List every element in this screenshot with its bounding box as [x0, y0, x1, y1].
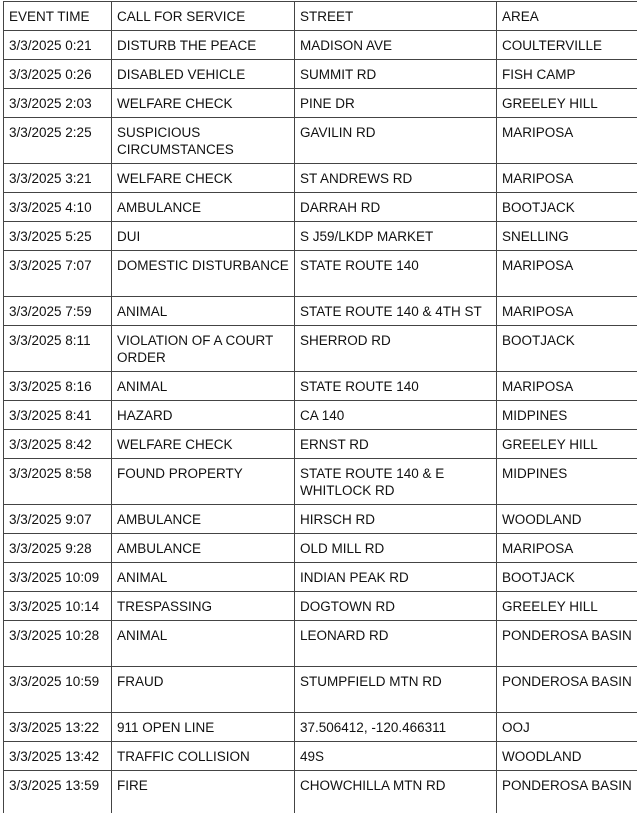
- street-cell: DOGTOWN RD: [295, 592, 497, 621]
- call-for-service-cell: TRESPASSING: [112, 592, 295, 621]
- call-for-service-cell: AMBULANCE: [112, 534, 295, 563]
- table-row: [4, 193, 638, 222]
- table-row: [4, 459, 638, 505]
- street-cell: OLD MILL RD: [295, 534, 497, 563]
- table-row: [4, 326, 638, 372]
- table-row: [4, 621, 638, 667]
- street-cell: CA 140: [295, 401, 497, 430]
- area-cell: PONDEROSA BASIN: [497, 667, 638, 713]
- event-time-cell: 3/3/2025 3:21: [4, 164, 112, 193]
- street-cell: STATE ROUTE 140 & 4TH ST: [295, 297, 497, 326]
- event-time-cell: 3/3/2025 10:09: [4, 563, 112, 592]
- table-row: [4, 534, 638, 563]
- table-row: [4, 563, 638, 592]
- table-row: [4, 164, 638, 193]
- event-time-cell: 3/3/2025 8:41: [4, 401, 112, 430]
- street-cell: CHOWCHILLA MTN RD: [295, 771, 497, 814]
- table-row: [4, 118, 638, 164]
- table-row: [4, 89, 638, 118]
- column-header-call-for-service: CALL FOR SERVICE: [112, 2, 295, 31]
- area-cell: WOODLAND: [497, 742, 638, 771]
- column-header-area: AREA: [497, 2, 638, 31]
- area-cell: MARIPOSA: [497, 164, 638, 193]
- street-cell: HIRSCH RD: [295, 505, 497, 534]
- event-time-cell: 3/3/2025 13:42: [4, 742, 112, 771]
- header-row: [4, 2, 638, 31]
- call-for-service-cell: DISABLED VEHICLE: [112, 60, 295, 89]
- street-cell: ERNST RD: [295, 430, 497, 459]
- call-for-service-cell: DUI: [112, 222, 295, 251]
- area-cell: MARIPOSA: [497, 297, 638, 326]
- area-cell: FISH CAMP: [497, 60, 638, 89]
- call-for-service-cell: ANIMAL: [112, 297, 295, 326]
- column-header-street: STREET: [295, 2, 497, 31]
- event-time-cell: 3/3/2025 10:28: [4, 621, 112, 667]
- call-for-service-cell: AMBULANCE: [112, 193, 295, 222]
- street-cell: STUMPFIELD MTN RD: [295, 667, 497, 713]
- event-time-cell: 3/3/2025 10:59: [4, 667, 112, 713]
- call-for-service-cell: ANIMAL: [112, 621, 295, 667]
- street-cell: SUMMIT RD: [295, 60, 497, 89]
- call-for-service-cell: FRAUD: [112, 667, 295, 713]
- event-time-cell: 3/3/2025 2:25: [4, 118, 112, 164]
- event-time-cell: 3/3/2025 13:59: [4, 771, 112, 814]
- street-cell: S J59/LKDP MARKET: [295, 222, 497, 251]
- call-for-service-cell: WELFARE CHECK: [112, 164, 295, 193]
- area-cell: MARIPOSA: [497, 372, 638, 401]
- table-row: [4, 60, 638, 89]
- call-for-service-cell: FIRE: [112, 771, 295, 814]
- area-cell: PONDEROSA BASIN: [497, 771, 638, 814]
- event-time-cell: 3/3/2025 8:16: [4, 372, 112, 401]
- call-for-service-cell: ANIMAL: [112, 563, 295, 592]
- street-cell: STATE ROUTE 140: [295, 372, 497, 401]
- area-cell: OOJ: [497, 713, 638, 742]
- street-cell: SHERROD RD: [295, 326, 497, 372]
- table-row: [4, 251, 638, 297]
- event-time-cell: 3/3/2025 0:26: [4, 60, 112, 89]
- column-header-event-time: EVENT TIME: [4, 2, 112, 31]
- event-time-cell: 3/3/2025 4:10: [4, 193, 112, 222]
- call-log-sheet: [3, 1, 637, 813]
- table-row: [4, 401, 638, 430]
- table-row: [4, 667, 638, 713]
- street-cell: INDIAN PEAK RD: [295, 563, 497, 592]
- call-for-service-cell: ANIMAL: [112, 372, 295, 401]
- area-cell: MIDPINES: [497, 459, 638, 505]
- event-time-cell: 3/3/2025 5:25: [4, 222, 112, 251]
- call-for-service-cell: VIOLATION OF A COURT ORDER: [112, 326, 295, 372]
- area-cell: GREELEY HILL: [497, 430, 638, 459]
- table-row: [4, 430, 638, 459]
- event-time-cell: 3/3/2025 9:28: [4, 534, 112, 563]
- area-cell: SNELLING: [497, 222, 638, 251]
- area-cell: COULTERVILLE: [497, 31, 638, 60]
- street-cell: LEONARD RD: [295, 621, 497, 667]
- call-for-service-cell: DOMESTIC DISTURBANCE: [112, 251, 295, 297]
- street-cell: PINE DR: [295, 89, 497, 118]
- call-for-service-cell: FOUND PROPERTY: [112, 459, 295, 505]
- event-time-cell: 3/3/2025 7:59: [4, 297, 112, 326]
- call-for-service-cell: HAZARD: [112, 401, 295, 430]
- event-time-cell: 3/3/2025 8:42: [4, 430, 112, 459]
- street-cell: 37.506412, -120.466311: [295, 713, 497, 742]
- street-cell: GAVILIN RD: [295, 118, 497, 164]
- area-cell: MIDPINES: [497, 401, 638, 430]
- table-row: [4, 222, 638, 251]
- area-cell: WOODLAND: [497, 505, 638, 534]
- area-cell: BOOTJACK: [497, 193, 638, 222]
- street-cell: STATE ROUTE 140 & E WHITLOCK RD: [295, 459, 497, 505]
- event-time-cell: 3/3/2025 7:07: [4, 251, 112, 297]
- table-row: [4, 592, 638, 621]
- table-row: [4, 713, 638, 742]
- event-time-cell: 3/3/2025 8:58: [4, 459, 112, 505]
- call-for-service-cell: AMBULANCE: [112, 505, 295, 534]
- call-for-service-cell: WELFARE CHECK: [112, 430, 295, 459]
- area-cell: GREELEY HILL: [497, 89, 638, 118]
- table-row: [4, 297, 638, 326]
- event-time-cell: 3/3/2025 10:14: [4, 592, 112, 621]
- call-for-service-cell: 911 OPEN LINE: [112, 713, 295, 742]
- area-cell: MARIPOSA: [497, 118, 638, 164]
- call-for-service-cell: DISTURB THE PEACE: [112, 31, 295, 60]
- area-cell: BOOTJACK: [497, 563, 638, 592]
- street-cell: 49S: [295, 742, 497, 771]
- area-cell: MARIPOSA: [497, 251, 638, 297]
- table-row: [4, 372, 638, 401]
- call-for-service-cell: WELFARE CHECK: [112, 89, 295, 118]
- event-time-cell: 3/3/2025 8:11: [4, 326, 112, 372]
- call-for-service-cell: TRAFFIC COLLISION: [112, 742, 295, 771]
- street-cell: STATE ROUTE 140: [295, 251, 497, 297]
- street-cell: ST ANDREWS RD: [295, 164, 497, 193]
- area-cell: GREELEY HILL: [497, 592, 638, 621]
- event-time-cell: 3/3/2025 9:07: [4, 505, 112, 534]
- area-cell: BOOTJACK: [497, 326, 638, 372]
- street-cell: MADISON AVE: [295, 31, 497, 60]
- event-time-cell: 3/3/2025 13:22: [4, 713, 112, 742]
- table-row: [4, 505, 638, 534]
- event-time-cell: 3/3/2025 2:03: [4, 89, 112, 118]
- table-row: [4, 771, 638, 814]
- call-for-service-cell: SUSPICIOUS CIRCUMSTANCES: [112, 118, 295, 164]
- event-time-cell: 3/3/2025 0:21: [4, 31, 112, 60]
- call-log-table: [3, 1, 637, 813]
- table-row: [4, 742, 638, 771]
- area-cell: PONDEROSA BASIN: [497, 621, 638, 667]
- street-cell: DARRAH RD: [295, 193, 497, 222]
- table-row: [4, 31, 638, 60]
- area-cell: MARIPOSA: [497, 534, 638, 563]
